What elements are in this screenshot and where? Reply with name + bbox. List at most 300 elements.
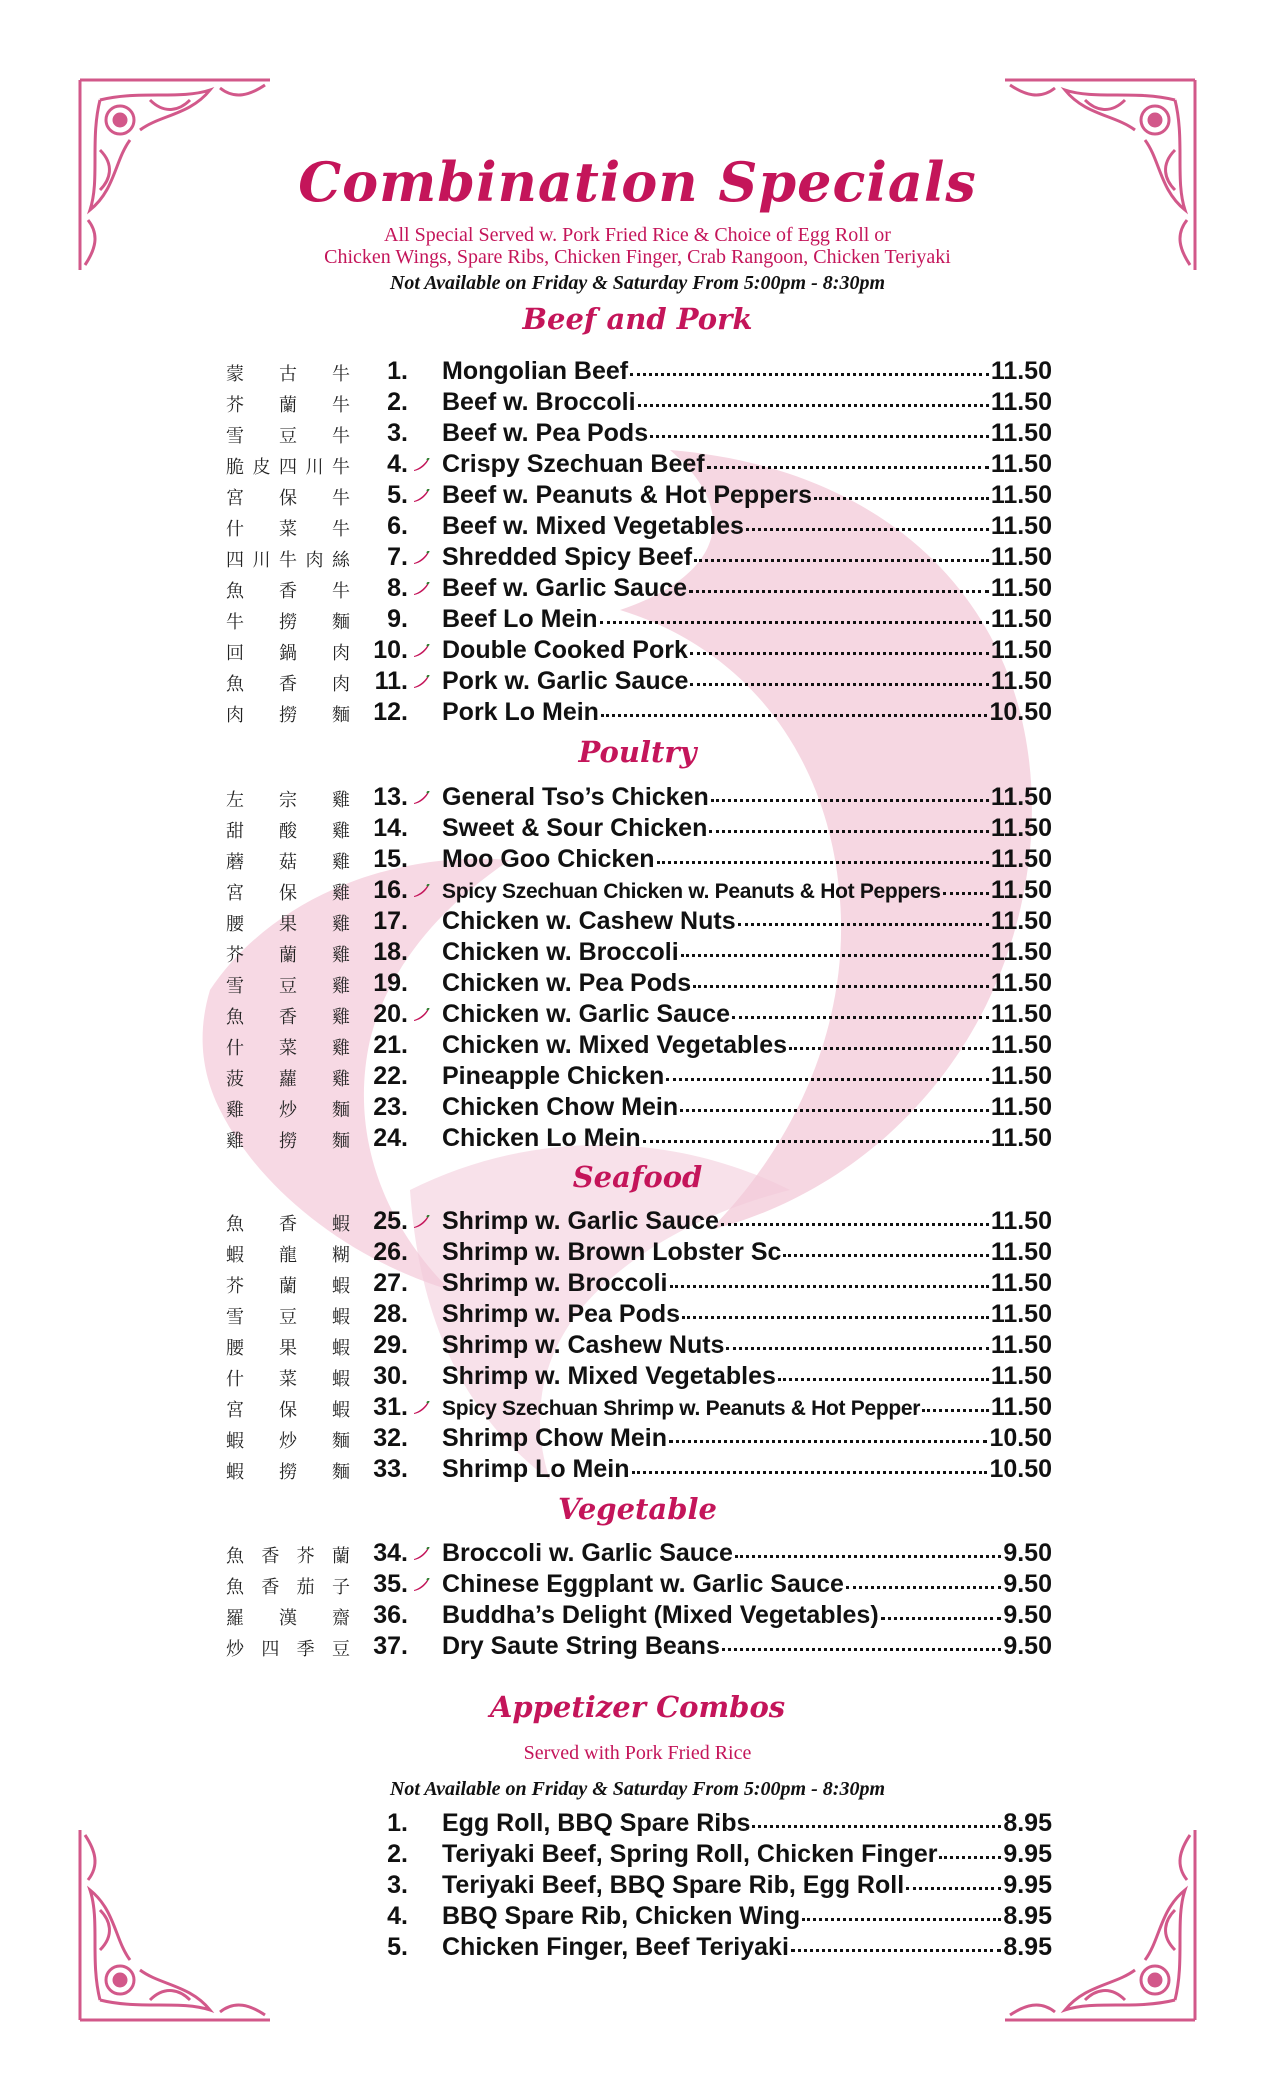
chinese-name (226, 1272, 350, 1298)
chinese-character: 香 (279, 674, 297, 695)
item-line (442, 605, 1052, 634)
item-number: 29. (373, 1331, 408, 1359)
item-line (442, 357, 1052, 386)
menu-item-row (0, 604, 1275, 635)
chinese-character: 牛 (332, 457, 350, 478)
dot-leader (681, 950, 989, 957)
item-price: 11.50 (990, 1000, 1052, 1028)
chinese-character: 蘭 (331, 1546, 350, 1567)
chinese-character: 茄 (296, 1577, 315, 1598)
subtitle-line-1: All Special Served w. Pork Fried Rice & Choice of Egg Roll or (384, 224, 891, 246)
chinese-name (226, 577, 350, 603)
chinese-character: 撈 (279, 1462, 297, 1483)
dot-leader (783, 1250, 988, 1257)
chinese-character: 宗 (279, 790, 297, 811)
item-number: 10. (373, 636, 408, 664)
hot-pepper-icon (412, 675, 430, 689)
chinese-character: 蝦 (332, 1369, 350, 1390)
chinese-character: 雪 (226, 1307, 244, 1328)
chinese-character: 豆 (279, 1307, 297, 1328)
chinese-name (226, 453, 350, 479)
chinese-name (226, 1458, 350, 1484)
chinese-character: 回 (226, 643, 244, 664)
hot-pepper-icon (412, 489, 430, 503)
chinese-character: 季 (296, 1639, 315, 1660)
chinese-character: 雪 (226, 426, 244, 447)
chinese-name (226, 391, 350, 417)
chinese-name (226, 817, 350, 843)
item-price: 8.95 (1003, 1933, 1052, 1961)
item-name: General Tso’s Chicken (442, 783, 709, 811)
chinese-name (226, 1210, 350, 1236)
menu-item-row (0, 1538, 1275, 1569)
menu-item-row (0, 1030, 1275, 1061)
chinese-name (226, 1096, 350, 1122)
chinese-character: 牛 (279, 550, 297, 571)
item-number: 22. (373, 1062, 408, 1090)
chinese-name (226, 701, 350, 727)
chinese-character: 酸 (279, 821, 297, 842)
item-price: 11.50 (990, 667, 1052, 695)
dot-leader (690, 679, 988, 686)
item-number: 6. (387, 512, 408, 540)
chinese-character: 牛 (332, 426, 350, 447)
chinese-name (226, 484, 350, 510)
item-name: Sweet & Sour Chicken (442, 814, 708, 842)
item-number: 2. (387, 388, 408, 416)
chinese-character: 保 (279, 1400, 297, 1421)
chinese-character: 川 (305, 457, 324, 478)
item-name: Egg Roll, BBQ Spare Ribs (442, 1809, 751, 1837)
item-number: 1. (387, 357, 408, 385)
menu-item-row (0, 906, 1275, 937)
menu-item-row (0, 666, 1275, 697)
chinese-character: 雞 (332, 976, 350, 997)
chinese-character: 香 (279, 581, 297, 602)
item-line (442, 1031, 1052, 1060)
dot-leader (682, 1312, 989, 1319)
appetizer-subtitle: Served with Pork Fried Rice (523, 1742, 752, 1764)
item-name: Pineapple Chicken (442, 1062, 665, 1090)
chinese-name (226, 639, 350, 665)
item-line (442, 938, 1052, 967)
item-price: 9.50 (1003, 1570, 1052, 1598)
chinese-name (226, 1065, 350, 1091)
chinese-character: 雞 (226, 1100, 244, 1121)
item-name: Teriyaki Beef, Spring Roll, Chicken Finger (442, 1840, 938, 1868)
chinese-character: 左 (226, 790, 244, 811)
item-price: 11.50 (990, 1393, 1052, 1421)
item-price: 10.50 (989, 698, 1052, 726)
chinese-character: 香 (279, 1007, 297, 1028)
item-line (442, 1424, 1052, 1453)
item-price: 10.50 (989, 1424, 1052, 1452)
chinese-name (226, 972, 350, 998)
item-name: Beef w. Broccoli (442, 388, 636, 416)
item-line (442, 1124, 1052, 1153)
item-price: 11.50 (990, 938, 1052, 966)
chinese-character: 四 (261, 1639, 280, 1660)
chinese-character: 蘑 (226, 852, 244, 873)
item-price: 11.50 (990, 1331, 1052, 1359)
dot-leader (711, 795, 989, 802)
menu-item-row (0, 1600, 1275, 1631)
item-price: 9.50 (1003, 1601, 1052, 1629)
chinese-character: 雪 (226, 976, 244, 997)
chinese-character: 果 (279, 1338, 297, 1359)
chinese-character: 脆 (226, 457, 244, 478)
menu-item-row (0, 813, 1275, 844)
menu-item-row (0, 697, 1275, 728)
item-line (442, 1632, 1052, 1661)
item-line (442, 698, 1052, 727)
chinese-character: 麵 (332, 705, 350, 726)
item-name: Shrimp w. Pea Pods (442, 1300, 681, 1328)
chinese-character: 菇 (279, 852, 297, 873)
dot-leader (666, 1074, 989, 1081)
menu-item-row (0, 844, 1275, 875)
chinese-character: 四 (279, 457, 297, 478)
item-number: 37. (373, 1632, 408, 1660)
menu-item-row (0, 356, 1275, 387)
item-line (442, 1871, 1052, 1900)
section-heading-seafood: Seafood (572, 1160, 703, 1194)
item-name: Dry Saute String Beans (442, 1632, 720, 1660)
menu-item-row (0, 1569, 1275, 1600)
dot-leader (814, 493, 989, 500)
item-price: 11.50 (990, 512, 1052, 540)
chinese-character: 豆 (279, 426, 297, 447)
item-number: 12. (373, 698, 408, 726)
dot-leader (643, 1136, 989, 1143)
hot-pepper-icon (412, 458, 430, 472)
item-price: 11.50 (990, 1207, 1052, 1235)
item-name: Double Cooked Pork (442, 636, 688, 664)
item-number: 36. (373, 1601, 408, 1629)
item-number: 3. (387, 419, 408, 447)
hot-pepper-icon (412, 644, 430, 658)
appetizer-availability-note: Not Available on Friday & Saturday From 5:00pm - 8:30pm (389, 1778, 885, 1800)
chinese-character: 蘭 (279, 945, 297, 966)
dot-leader (939, 1852, 1001, 1859)
item-price: 9.50 (1003, 1539, 1052, 1567)
dot-leader (657, 857, 989, 864)
item-price: 11.50 (990, 969, 1052, 997)
chinese-character: 雞 (332, 883, 350, 904)
menu-item-row (0, 542, 1275, 573)
item-number: 19. (373, 969, 408, 997)
chinese-character: 魚 (226, 1214, 244, 1235)
item-number: 20. (373, 1000, 408, 1028)
item-line (442, 1331, 1052, 1360)
chinese-character: 雞 (332, 790, 350, 811)
item-line (442, 1840, 1052, 1869)
dot-leader (650, 431, 989, 438)
menu-item-row (0, 1839, 1275, 1870)
chinese-character: 炒 (279, 1100, 297, 1121)
item-price: 11.50 (990, 388, 1052, 416)
chinese-character: 撈 (279, 705, 297, 726)
chinese-character: 肉 (332, 674, 350, 695)
item-price: 11.50 (990, 907, 1052, 935)
item-name: Pork Lo Mein (442, 698, 599, 726)
item-price: 11.50 (990, 605, 1052, 633)
chinese-character: 菜 (279, 519, 297, 540)
item-number: 26. (373, 1238, 408, 1266)
item-price: 10.50 (989, 1455, 1052, 1483)
chinese-character: 炒 (226, 1639, 244, 1660)
chinese-name (226, 848, 350, 874)
menu-item-row (0, 1123, 1275, 1154)
dot-leader (693, 981, 989, 988)
dot-leader (746, 524, 989, 531)
chinese-name (226, 360, 350, 386)
dot-leader (943, 888, 989, 895)
chinese-character: 蝦 (332, 1338, 350, 1359)
chinese-name (226, 515, 350, 541)
item-line (442, 1207, 1052, 1236)
menu-item-row (0, 1361, 1275, 1392)
item-name: Spicy Szechuan Shrimp w. Peanuts & Hot Pepper (442, 1397, 921, 1420)
item-price: 11.50 (990, 1362, 1052, 1390)
chinese-character: 龍 (279, 1245, 297, 1266)
chinese-character: 蒙 (226, 364, 244, 385)
availability-note: Not Available on Friday & Saturday From 5:00pm - 8:30pm (389, 272, 885, 294)
item-line (442, 481, 1052, 510)
dot-leader (707, 462, 989, 469)
menu-item-row (0, 1206, 1275, 1237)
item-name: Broccoli w. Garlic Sauce (442, 1539, 733, 1567)
item-line (442, 419, 1052, 448)
chinese-character: 什 (226, 519, 244, 540)
menu-item-row (0, 1870, 1275, 1901)
item-number: 34. (373, 1539, 408, 1567)
item-name: Shrimp w. Broccoli (442, 1269, 668, 1297)
menu-item-row (0, 1061, 1275, 1092)
item-name: Shrimp w. Mixed Vegetables (442, 1362, 776, 1390)
item-line (442, 1238, 1052, 1267)
dot-leader (632, 1467, 988, 1474)
item-price: 11.50 (990, 543, 1052, 571)
chinese-character: 魚 (226, 1007, 244, 1028)
chinese-character: 什 (226, 1038, 244, 1059)
item-name: Beef w. Garlic Sauce (442, 574, 688, 602)
item-number: 4. (387, 450, 408, 478)
menu-item-row (0, 387, 1275, 418)
chinese-character: 麵 (332, 1462, 350, 1483)
chinese-character: 麵 (332, 1100, 350, 1121)
item-price: 11.50 (990, 419, 1052, 447)
item-line (442, 1000, 1052, 1029)
item-name: Chicken w. Pea Pods (442, 969, 692, 997)
chinese-character: 蝦 (226, 1245, 244, 1266)
item-price: 9.50 (1003, 1632, 1052, 1660)
menu-item-row (0, 418, 1275, 449)
chinese-character: 宮 (226, 883, 244, 904)
item-line (442, 450, 1052, 479)
chinese-character: 麵 (332, 1431, 350, 1452)
item-price: 11.50 (990, 636, 1052, 664)
item-price: 11.50 (990, 1062, 1052, 1090)
menu-item-row (0, 1330, 1275, 1361)
dot-leader (726, 1343, 988, 1350)
chinese-character: 什 (226, 1369, 244, 1390)
item-price: 11.50 (990, 1031, 1052, 1059)
item-number: 5. (387, 1933, 408, 1961)
item-name: Shrimp Chow Mein (442, 1424, 667, 1452)
item-name: Chicken Finger, Beef Teriyaki (442, 1933, 789, 1961)
chinese-character: 絲 (332, 550, 350, 571)
chinese-character: 香 (261, 1577, 280, 1598)
hot-pepper-icon (412, 1547, 430, 1561)
chinese-character: 宮 (226, 488, 244, 509)
item-price: 11.50 (990, 1124, 1052, 1152)
hot-pepper-icon (412, 1008, 430, 1022)
item-name: BBQ Spare Rib, Chicken Wing (442, 1902, 801, 1930)
item-line (442, 667, 1052, 696)
section-heading-beef-and-pork: Beef and Pork (522, 302, 753, 336)
chinese-name (226, 1365, 350, 1391)
item-name: Beef w. Peanuts & Hot Peppers (442, 481, 812, 509)
item-line (442, 1300, 1052, 1329)
chinese-character: 香 (261, 1546, 280, 1567)
chinese-name (226, 941, 350, 967)
chinese-character: 芥 (226, 1276, 244, 1297)
item-number: 9. (387, 605, 408, 633)
item-name: Beef w. Pea Pods (442, 419, 649, 447)
chinese-character: 雞 (332, 914, 350, 935)
dot-leader (791, 1945, 1001, 1952)
chinese-character: 香 (279, 1214, 297, 1235)
hot-pepper-icon (412, 582, 430, 596)
hot-pepper-icon (412, 1578, 430, 1592)
dot-leader (881, 1613, 1002, 1620)
chinese-character: 宮 (226, 1400, 244, 1421)
menu-item-row (0, 999, 1275, 1030)
subtitle-line-2: Chicken Wings, Spare Ribs, Chicken Finger, Crab Rangoon, Chicken Teriyaki (324, 246, 951, 268)
menu-item-row (0, 1454, 1275, 1485)
item-number: 25. (373, 1207, 408, 1235)
chinese-character: 肉 (332, 643, 350, 664)
chinese-character: 雞 (332, 852, 350, 873)
item-number: 28. (373, 1300, 408, 1328)
chinese-name (226, 910, 350, 936)
menu-item-row (0, 937, 1275, 968)
item-price: 11.50 (990, 783, 1052, 811)
item-price: 11.50 (990, 845, 1052, 873)
item-price: 11.50 (990, 1093, 1052, 1121)
chinese-character: 豆 (279, 976, 297, 997)
item-number: 13. (373, 783, 408, 811)
chinese-character: 魚 (226, 1546, 244, 1567)
chinese-character: 四 (226, 550, 244, 571)
chinese-character: 肉 (226, 705, 244, 726)
chinese-name (226, 670, 350, 696)
section-heading-poultry: Poultry (578, 735, 697, 769)
menu-item-row (0, 480, 1275, 511)
item-line (442, 907, 1052, 936)
chinese-name (226, 422, 350, 448)
item-number: 3. (387, 1871, 408, 1899)
item-line (442, 1093, 1052, 1122)
item-number: 32. (373, 1424, 408, 1452)
chinese-character: 鍋 (279, 643, 297, 664)
chinese-name (226, 1127, 350, 1153)
item-name: Pork w. Garlic Sauce (442, 667, 689, 695)
menu-item-row (0, 573, 1275, 604)
item-name: Chicken w. Garlic Sauce (442, 1000, 731, 1028)
dot-leader (732, 1012, 989, 1019)
item-price: 11.50 (990, 814, 1052, 842)
chinese-character: 糊 (332, 1245, 350, 1266)
section-heading-vegetable: Vegetable (558, 1492, 717, 1526)
item-number: 18. (373, 938, 408, 966)
dot-leader (680, 1105, 989, 1112)
chinese-name (226, 1003, 350, 1029)
chinese-character: 魚 (226, 674, 244, 695)
item-line (442, 1809, 1052, 1838)
chinese-character: 麵 (332, 1131, 350, 1152)
item-line (442, 1933, 1052, 1962)
item-line (442, 1902, 1052, 1931)
dot-leader (846, 1582, 1001, 1589)
item-number: 15. (373, 845, 408, 873)
item-line (442, 574, 1052, 603)
item-name: Chicken w. Cashew Nuts (442, 907, 736, 935)
item-number: 24. (373, 1124, 408, 1152)
chinese-character: 雞 (332, 1038, 350, 1059)
item-price: 11.50 (990, 574, 1052, 602)
hot-pepper-icon (412, 791, 430, 805)
item-name: Beef w. Mixed Vegetables (442, 512, 744, 540)
chinese-character: 牛 (332, 581, 350, 602)
item-name: Beef Lo Mein (442, 605, 598, 633)
dot-leader (709, 826, 988, 833)
dot-leader (789, 1043, 989, 1050)
dot-leader (690, 648, 989, 655)
dot-leader (721, 1219, 989, 1226)
chinese-character: 菠 (226, 1069, 244, 1090)
chinese-character: 雞 (332, 1007, 350, 1028)
chinese-name (226, 1396, 350, 1422)
item-line (442, 845, 1052, 874)
item-name: Chicken w. Mixed Vegetables (442, 1031, 788, 1059)
item-number: 4. (387, 1902, 408, 1930)
dot-leader (689, 586, 989, 593)
chinese-character: 牛 (332, 395, 350, 416)
item-price: 11.50 (990, 1238, 1052, 1266)
menu-item-row (0, 782, 1275, 813)
chinese-character: 蘭 (279, 395, 297, 416)
dot-leader (752, 1821, 1001, 1828)
chinese-name (226, 1573, 350, 1599)
dot-leader (630, 369, 989, 376)
item-number: 8. (387, 574, 408, 602)
item-number: 35. (373, 1570, 408, 1598)
item-name: Shrimp Lo Mein (442, 1455, 630, 1483)
menu-item-row (0, 1392, 1275, 1423)
item-number: 1. (387, 1809, 408, 1837)
item-number: 27. (373, 1269, 408, 1297)
item-number: 11. (374, 667, 408, 695)
chinese-character: 齋 (332, 1608, 350, 1629)
chinese-character: 漢 (279, 1608, 297, 1629)
dot-leader (722, 1644, 1001, 1651)
item-number: 33. (373, 1455, 408, 1483)
chinese-character: 川 (252, 550, 271, 571)
item-line (442, 1393, 1052, 1422)
chinese-character: 保 (279, 883, 297, 904)
